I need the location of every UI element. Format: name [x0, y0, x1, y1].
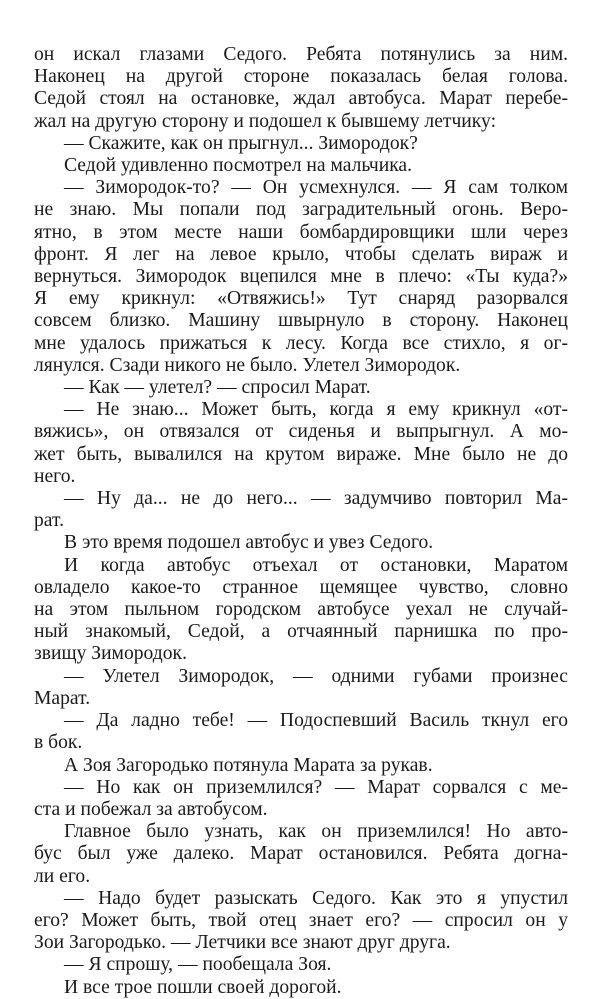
text-line: — Зимородок-то? — Он усмехнулся. — Я сам толком: [64, 177, 568, 199]
text-line: Главное было узнать, как он приземлился! Но авто-: [64, 821, 568, 843]
text-line: — Но как он приземлился? — Марат сорвался с ме-: [64, 776, 568, 798]
text-line: не знаю. Мы попали под заградительный огонь. Веро-: [34, 199, 568, 221]
text-line: рат.: [34, 510, 64, 532]
text-line: он искал глазами Седого. Ребята потянулись за ним.: [34, 44, 568, 65]
text-line: И все трое пошли своей дорогой.: [64, 976, 342, 998]
text-line: него.: [34, 465, 76, 487]
text-line: ный знакомый, Седой, а отчаянный парнишка по про-: [34, 621, 568, 643]
text-line: жал на другую сторону и подошел к бывшему летчику:: [34, 110, 497, 132]
text-line: звищу Зимородок.: [34, 643, 187, 665]
text-line: лянулся. Сзади никого не было. Улетел Зимородок.: [34, 354, 461, 376]
text-line: Я ему крикнул: «Отвяжись!» Тут снаряд разорвался: [34, 288, 568, 310]
text-line: — Да ладно тебе! — Подоспевший Василь ткнул его: [64, 710, 568, 732]
text-line: Зои Загородько. — Летчики все знают друг друга.: [34, 932, 451, 954]
text-line: Наконец на другой стороне показалась белая голова.: [34, 66, 568, 88]
text-line: — Улетел Зимородок, — одними губами произнес: [64, 665, 568, 687]
text-line: вернуться. Зимородок вцепился мне в плечо: «Ты куда?»: [34, 266, 568, 288]
text-line: А Зоя Загородько потянула Марата за рукав.: [64, 754, 433, 776]
text-line: его? Может быть, твой отец знает его? — спросил он у: [34, 909, 568, 931]
text-line: фронт. Я лег на левое крыло, чтобы сделать вираж и: [34, 243, 568, 265]
text-line: овладело какое-то странное щемящее чувство, словно: [34, 576, 568, 598]
text-line: ятно, в этом месте наши бомбардировщики шли через: [34, 221, 568, 243]
text-line: В это время подошел автобус и увез Седого.: [64, 532, 434, 554]
text-line: жет быть, вывалился на крутом вираже. Мне было не до: [34, 443, 568, 465]
text-line: — Скажите, как он прыгнул... Зимородок?: [64, 132, 418, 154]
text-line: на этом пыльном городском автобусе уехал не случай-: [34, 599, 568, 621]
text-line: ста и побежал за автобусом.: [34, 798, 268, 820]
text-line: — Не знаю... Может быть, когда я ему крикнул «от-: [64, 399, 568, 421]
text-line: Седой стоял на остановке, ждал автобуса. Марат перебе-: [34, 88, 568, 110]
book-page-text: [34, 44, 568, 999]
text-line: ли его.: [34, 865, 91, 887]
text-line: — Я спрошу, — пообещала Зоя.: [64, 954, 332, 976]
text-line: — Надо будет разыскать Седого. Как это я упустил: [64, 887, 568, 909]
text-line: — Как — улетел? — спросил Марат.: [64, 377, 371, 399]
text-line: в бок.: [34, 732, 83, 754]
text-line: Седой удивленно посмотрел на мальчика.: [64, 155, 413, 177]
text-line: вяжись», он отвязался от сиденья и выпрыгнул. А мо-: [34, 421, 568, 443]
text-line: Марат.: [34, 687, 91, 709]
text-line: совсем близко. Машину швырнуло в сторону. Наконец: [34, 310, 568, 332]
text-line: — Ну да... не до него... — задумчиво повторил Ма-: [64, 488, 568, 510]
text-line: мне удалось прижаться к лесу. Когда все стихло, я ог-: [34, 332, 568, 354]
text-line: бус был уже далеко. Марат остановился. Ребята догна-: [34, 843, 568, 865]
text-line: И когда автобус отъехал от остановки, Маратом: [64, 554, 568, 576]
